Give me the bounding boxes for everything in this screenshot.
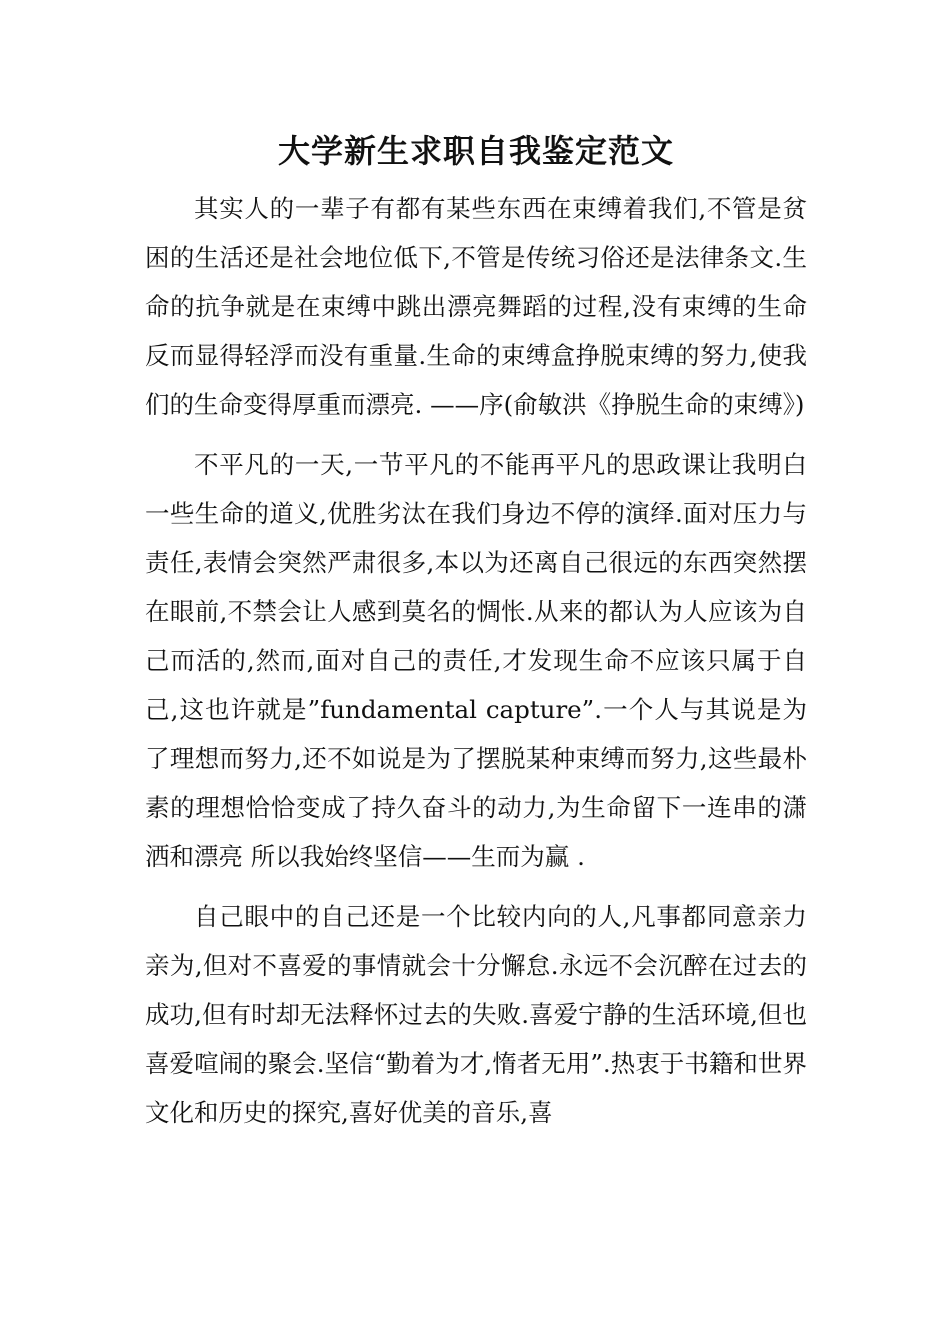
paragraph-3: 自己眼中的自己还是一个比较内向的人,凡事都同意亲力亲为,但对不喜爱的事情就会十分懈怠.永远不会沉醉在过去的成功,但有时却无法释怀过去的失败.喜爱宁静的生活环境,但也喜爱喧闹的聚会.坚信“勤着为才,惰者无用”.热衷于书籍和世界文化和历史的探究,喜好优美的音乐,喜: [145, 902, 807, 1127]
document-title: 大学新生求职自我鉴定范文: [277, 132, 674, 170]
paragraph-1: 其实人的一辈子有都有某些东西在束缚着我们,不管是贫困的生活还是社会地位低下,不管是传统习俗还是法律条文.生命的抗争就是在束缚中跳出漂亮舞蹈的过程,没有束缚的生命反而显得轻浮而没有重量.生命的束缚盒挣脱束缚的努力,使我们的生命变得厚重而漂亮. ——序(俞敏洪《挣脱生命的束缚》): [145, 194, 807, 419]
document-page: [145, 128, 807, 1148]
paragraph-2: 不平凡的一天,一节平凡的不能再平凡的思政课让我明白一些生命的道义,优胜劣汰在我们身边不停的演绎.面对压力与责任,表情会突然严肃很多,本以为还离自己很远的东西突然摆在眼前,不禁会让人感到莫名的惆怅.从来的都认为人应该为自己而活的,然而,面对自己的责任,才发现生命不应该只属于自己,这也许就是”fundamental capture”.一个人与其说是为了理想而努力,还不如说是为了摆脱某种束缚而努力,这些最朴素的理想恰恰变成了持久奋斗的动力,为生命留下一连串的潇洒和漂亮 所以我始终坚信——生而为赢 .: [145, 450, 807, 871]
